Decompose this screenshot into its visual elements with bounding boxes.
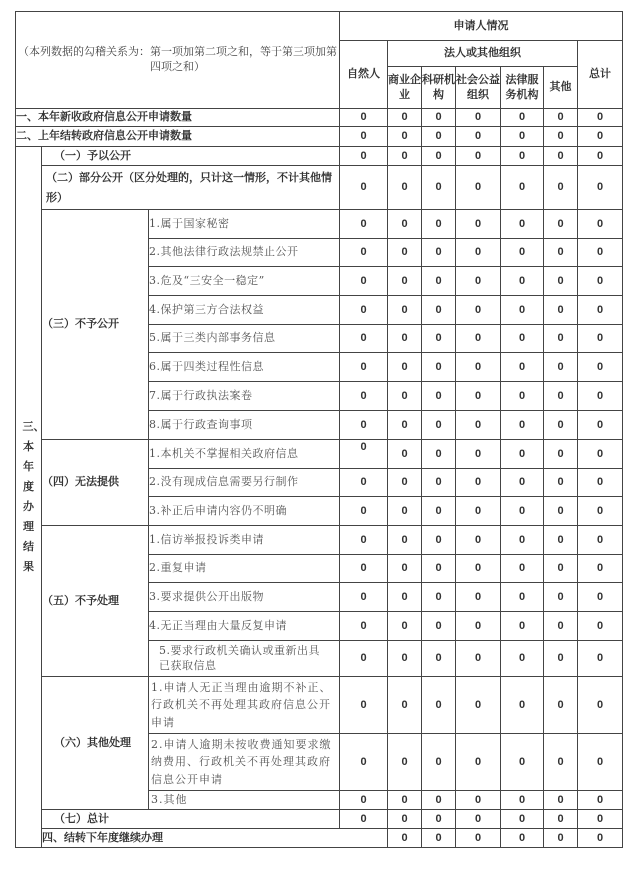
cell-value: 0 xyxy=(456,127,501,147)
cell-value: 0 xyxy=(456,210,501,239)
cell-value: 0 xyxy=(501,210,544,239)
cell-value: 0 xyxy=(544,734,578,791)
row-label: 1.属于国家秘密 xyxy=(149,210,340,239)
cell-value: 0 xyxy=(388,526,422,555)
cell-value: 0 xyxy=(422,791,456,810)
header-commercial: 商业企业 xyxy=(388,67,422,109)
cell-value: 0 xyxy=(340,734,388,791)
cell-value: 0 xyxy=(501,791,544,810)
cell-value: 0 xyxy=(501,469,544,497)
cell-value: 0 xyxy=(578,127,623,147)
cell-value: 0 xyxy=(578,677,623,734)
cell-value: 0 xyxy=(388,325,422,353)
cell-value: 0 xyxy=(501,677,544,734)
cell-value: 0 xyxy=(456,791,501,810)
cell-value: 0 xyxy=(340,612,388,641)
row-label: 2.其他法律行政法规禁止公开 xyxy=(149,239,340,267)
cell-value: 0 xyxy=(501,497,544,526)
group-label-not-disclosed: （三）不予公开 xyxy=(42,210,149,440)
cell-value: 0 xyxy=(388,497,422,526)
cell-value: 0 xyxy=(544,810,578,829)
cell-value: 0 xyxy=(422,810,456,829)
cell-value: 0 xyxy=(388,641,422,677)
cell-value: 0 xyxy=(544,612,578,641)
cell-value: 0 xyxy=(422,267,456,296)
cell-value: 0 xyxy=(578,469,623,497)
cell-value: 0 xyxy=(422,734,456,791)
cell-value: 0 xyxy=(578,353,623,382)
cell-value: 0 xyxy=(544,440,578,469)
row-label: 1.信访举报投诉类申请 xyxy=(149,526,340,555)
cell-value: 0 xyxy=(456,583,501,612)
row-label: 3.要求提供公开出版物 xyxy=(149,583,340,612)
row-label: 3.补正后申请内容仍不明确 xyxy=(149,497,340,526)
cell-value: 0 xyxy=(578,210,623,239)
cell-value: 0 xyxy=(544,791,578,810)
group-label-unable-to-provide: （四）无法提供 xyxy=(42,440,149,526)
group-label-other-processing: （六）其他处理 xyxy=(42,677,149,810)
table-row xyxy=(16,147,623,166)
cell-value: 0 xyxy=(340,166,388,210)
cell-value: 0 xyxy=(422,325,456,353)
cell-value: 0 xyxy=(544,325,578,353)
row-label: 2.没有现成信息需要另行制作 xyxy=(149,469,340,497)
cell-value: 0 xyxy=(388,166,422,210)
cell-value: 0 xyxy=(544,497,578,526)
cell-value: 0 xyxy=(578,239,623,267)
cell-value: 0 xyxy=(388,612,422,641)
cell-value: 0 xyxy=(501,166,544,210)
cell-value: 0 xyxy=(578,325,623,353)
cell-value: 0 xyxy=(544,166,578,210)
cell-value: 0 xyxy=(388,469,422,497)
cell-value: 0 xyxy=(388,677,422,734)
cell-value: 0 xyxy=(501,612,544,641)
cell-value: 0 xyxy=(501,296,544,325)
cell-value: 0 xyxy=(422,469,456,497)
header-note: （本列数据的勾稽关系为：第一项加第二项之和，等于第三项加第四项之和） xyxy=(16,12,340,109)
row-label: 2.重复申请 xyxy=(149,555,340,583)
cell-value: 0 xyxy=(456,497,501,526)
cell-value: 0 xyxy=(501,353,544,382)
cell-value: 0 xyxy=(422,109,456,127)
cell-value: 0 xyxy=(388,109,422,127)
cell-value: 0 xyxy=(388,239,422,267)
header-total: 总计 xyxy=(578,41,623,109)
cell-value: 0 xyxy=(388,791,422,810)
cell-value: 0 xyxy=(456,166,501,210)
cell-value: 0 xyxy=(340,440,388,469)
cell-value: 0 xyxy=(456,555,501,583)
cell-value: 0 xyxy=(340,555,388,583)
cell-value: 0 xyxy=(544,296,578,325)
cell-value: 0 xyxy=(578,411,623,440)
cell-value: 0 xyxy=(456,440,501,469)
cell-value: 0 xyxy=(422,411,456,440)
cell-value: 0 xyxy=(340,382,388,411)
cell-value: 0 xyxy=(422,166,456,210)
cell-value: 0 xyxy=(422,497,456,526)
cell-value: 0 xyxy=(456,526,501,555)
row-label: 3.危及“三安全一稳定” xyxy=(149,267,340,296)
table-row xyxy=(16,810,623,829)
cell-value: 0 xyxy=(456,734,501,791)
cell-value: 0 xyxy=(422,641,456,677)
cell-value: 0 xyxy=(340,325,388,353)
cell-value: 0 xyxy=(544,210,578,239)
cell-value: 0 xyxy=(544,469,578,497)
cell-value: 0 xyxy=(422,296,456,325)
row-label: （七）总计 xyxy=(42,810,340,829)
row-label: （二）部分公开（区分处理的，只计这一情形，不计其他情形） xyxy=(42,166,340,210)
cell-value: 0 xyxy=(544,583,578,612)
cell-value: 0 xyxy=(578,147,623,166)
cell-value: 0 xyxy=(544,147,578,166)
cell-value: 0 xyxy=(578,555,623,583)
cell-value: 0 xyxy=(544,411,578,440)
cell-value: 0 xyxy=(388,296,422,325)
cell-value: 0 xyxy=(422,127,456,147)
cell-value: 0 xyxy=(544,829,578,848)
cell-value: 0 xyxy=(422,210,456,239)
table-row xyxy=(16,440,623,469)
cell-value: 0 xyxy=(422,583,456,612)
cell-value: 0 xyxy=(388,829,422,848)
cell-value: 0 xyxy=(388,353,422,382)
cell-value: 0 xyxy=(501,325,544,353)
cell-value: 0 xyxy=(578,583,623,612)
cell-value: 0 xyxy=(422,829,456,848)
cell-value: 0 xyxy=(340,677,388,734)
cell-value: 0 xyxy=(578,526,623,555)
cell-value: 0 xyxy=(578,440,623,469)
cell-value: 0 xyxy=(456,296,501,325)
row-label: 四、结转下年度继续办理 xyxy=(42,829,388,848)
header-other: 其他 xyxy=(544,67,578,109)
cell-value: 0 xyxy=(388,810,422,829)
cell-value: 0 xyxy=(340,109,388,127)
row-label: 8.属于行政查询事项 xyxy=(149,411,340,440)
cell-value: 0 xyxy=(456,325,501,353)
cell-value: 0 xyxy=(501,147,544,166)
cell-value: 0 xyxy=(501,382,544,411)
cell-value: 0 xyxy=(578,829,623,848)
cell-value: 0 xyxy=(456,641,501,677)
cell-value: 0 xyxy=(456,411,501,440)
cell-value: 0 xyxy=(340,353,388,382)
cell-value: 0 xyxy=(340,411,388,440)
cell-value: 0 xyxy=(501,641,544,677)
cell-value: 0 xyxy=(501,583,544,612)
cell-value: 0 xyxy=(501,734,544,791)
header-public-welfare: 社会公益组织 xyxy=(456,67,501,109)
header-natural-person: 自然人 xyxy=(340,41,388,109)
cell-value: 0 xyxy=(501,555,544,583)
cell-value: 0 xyxy=(544,526,578,555)
row-label: 1.申请人无正当理由逾期不补正、行政机关不再处理其政府信息公开申请 xyxy=(149,677,340,734)
cell-value: 0 xyxy=(340,583,388,612)
cell-value: 0 xyxy=(340,469,388,497)
cell-value: 0 xyxy=(501,267,544,296)
cell-value: 0 xyxy=(422,147,456,166)
cell-value: 0 xyxy=(501,810,544,829)
table-row xyxy=(16,526,623,555)
cell-value: 0 xyxy=(456,267,501,296)
cell-value: 0 xyxy=(456,239,501,267)
cell-value: 0 xyxy=(340,497,388,526)
cell-value: 0 xyxy=(456,677,501,734)
table-row xyxy=(16,109,623,127)
cell-value: 0 xyxy=(340,210,388,239)
cell-value: 0 xyxy=(388,267,422,296)
cell-value: 0 xyxy=(501,411,544,440)
cell-value: 0 xyxy=(340,127,388,147)
cell-value: 0 xyxy=(456,382,501,411)
table-row xyxy=(16,210,623,239)
row-label: 3.其他 xyxy=(149,791,340,810)
row-label: 二、上年结转政府信息公开申请数量 xyxy=(16,127,340,147)
row-label: 一、本年新收政府信息公开申请数量 xyxy=(16,109,340,127)
cell-value: 0 xyxy=(501,109,544,127)
header-legal-or-other: 法人或其他组织 xyxy=(388,41,578,67)
table-row xyxy=(16,127,623,147)
cell-value: 0 xyxy=(422,677,456,734)
cell-value: 0 xyxy=(388,382,422,411)
row-label: 1.本机关不掌握相关政府信息 xyxy=(149,440,340,469)
table-row xyxy=(16,677,623,734)
cell-value: 0 xyxy=(456,829,501,848)
cell-value: 0 xyxy=(340,791,388,810)
cell-value: 0 xyxy=(340,641,388,677)
row-label: 2.申请人逾期未按收费通知要求缴纳费用、行政机关不再处理其政府信息公开申请 xyxy=(149,734,340,791)
row-label: 4.保护第三方合法权益 xyxy=(149,296,340,325)
cell-value: 0 xyxy=(388,127,422,147)
cell-value: 0 xyxy=(456,353,501,382)
cell-value: 0 xyxy=(501,829,544,848)
cell-value: 0 xyxy=(578,166,623,210)
cell-value: 0 xyxy=(578,810,623,829)
cell-value: 0 xyxy=(544,677,578,734)
cell-value: 0 xyxy=(501,239,544,267)
cell-value: 0 xyxy=(501,440,544,469)
cell-value: 0 xyxy=(422,612,456,641)
section3-label: 三、本年度办理结果 xyxy=(16,147,42,848)
row-label: 5.属于三类内部事务信息 xyxy=(149,325,340,353)
row-label: 7.属于行政执法案卷 xyxy=(149,382,340,411)
cell-value: 0 xyxy=(388,411,422,440)
cell-value: 0 xyxy=(544,353,578,382)
cell-value: 0 xyxy=(340,267,388,296)
cell-value: 0 xyxy=(544,641,578,677)
cell-value: 0 xyxy=(422,526,456,555)
cell-value: 0 xyxy=(422,353,456,382)
row-label: 4.无正当理由大量反复申请 xyxy=(149,612,340,641)
cell-value: 0 xyxy=(456,109,501,127)
cell-value: 0 xyxy=(340,526,388,555)
cell-value: 0 xyxy=(456,469,501,497)
header-legal-services: 法律服务机构 xyxy=(501,67,544,109)
cell-value: 0 xyxy=(340,296,388,325)
cell-value: 0 xyxy=(388,555,422,583)
cell-value: 0 xyxy=(422,555,456,583)
cell-value: 0 xyxy=(544,127,578,147)
cell-value: 0 xyxy=(388,147,422,166)
cell-value: 0 xyxy=(578,641,623,677)
cell-value: 0 xyxy=(388,734,422,791)
cell-value: 0 xyxy=(501,526,544,555)
cell-value: 0 xyxy=(544,239,578,267)
cell-value: 0 xyxy=(578,612,623,641)
header-research: 科研机构 xyxy=(422,67,456,109)
group-label-not-processed: （五）不予处理 xyxy=(42,526,149,677)
cell-value: 0 xyxy=(544,267,578,296)
table-row xyxy=(16,166,623,210)
cell-value: 0 xyxy=(578,734,623,791)
cell-value: 0 xyxy=(544,382,578,411)
header-applicant-situation: 申请人情况 xyxy=(340,12,623,41)
cell-value: 0 xyxy=(578,791,623,810)
cell-value: 0 xyxy=(340,239,388,267)
cell-value: 0 xyxy=(422,239,456,267)
cell-value: 0 xyxy=(388,210,422,239)
cell-value: 0 xyxy=(422,382,456,411)
cell-value: 0 xyxy=(388,583,422,612)
cell-value: 0 xyxy=(578,109,623,127)
table-row xyxy=(16,829,623,848)
row-label: （一）予以公开 xyxy=(42,147,340,166)
gov-info-disclosure-table xyxy=(15,11,623,848)
cell-value: 0 xyxy=(578,267,623,296)
cell-value: 0 xyxy=(578,497,623,526)
cell-value: 0 xyxy=(456,810,501,829)
row-label: 6.属于四类过程性信息 xyxy=(149,353,340,382)
cell-value: 0 xyxy=(456,147,501,166)
cell-value: 0 xyxy=(501,127,544,147)
cell-value: 0 xyxy=(578,382,623,411)
row-label: 5.要求行政机关确认或重新出具已获取信息 xyxy=(149,641,340,677)
cell-value: 0 xyxy=(340,147,388,166)
cell-value: 0 xyxy=(388,440,422,469)
cell-value: 0 xyxy=(456,612,501,641)
cell-value: 0 xyxy=(578,296,623,325)
cell-value: 0 xyxy=(422,440,456,469)
cell-value: 0 xyxy=(544,109,578,127)
cell-value: 0 xyxy=(340,810,388,829)
cell-value: 0 xyxy=(544,555,578,583)
